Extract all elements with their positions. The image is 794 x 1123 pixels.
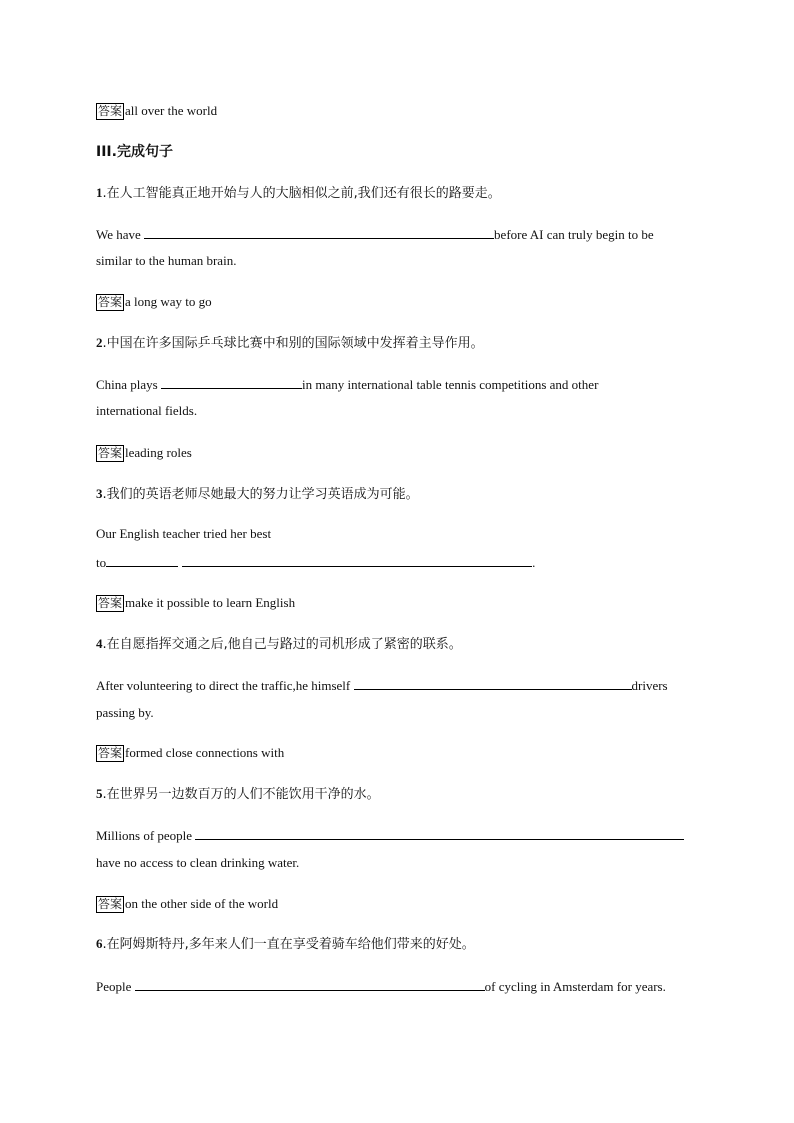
question-4-chinese	[96, 635, 462, 654]
question-5-answer	[96, 895, 278, 913]
answer-text: leading roles	[125, 445, 192, 460]
sentence-start: After volunteering to direct the traffic,he himself	[96, 678, 354, 693]
chinese-sentence: .在世界另一边数百万的人们不能饮用干净的水。	[102, 787, 380, 802]
answer-tag: 答案	[98, 897, 123, 911]
sentence-start: to	[96, 555, 107, 570]
question-number: 4	[96, 636, 103, 651]
question-1-english-cont: similar to the human brain.	[96, 253, 237, 268]
answer-blank[interactable]	[144, 225, 494, 239]
sentence-start: People	[96, 979, 135, 994]
question-4-english-cont: passing by.	[96, 705, 154, 720]
question-number: 1	[96, 185, 103, 200]
answer-text: a long way to go	[125, 294, 212, 309]
answer-tag: 答案	[98, 104, 123, 118]
section-title: III.完成句子	[96, 144, 173, 160]
sentence-start: China plays	[96, 377, 161, 392]
chinese-sentence: .在自愿指挥交通之后,他自己与路过的司机形成了紧密的联系。	[102, 637, 462, 652]
answer-blank[interactable]	[195, 826, 684, 840]
question-4-answer	[96, 744, 284, 762]
answer-blank-2[interactable]	[182, 553, 532, 567]
answer-blank[interactable]	[135, 977, 485, 991]
answer-text: all over the world	[125, 103, 218, 118]
question-number: 6	[96, 936, 103, 951]
question-3-english-cont	[96, 553, 535, 572]
answer-blank[interactable]	[161, 375, 302, 389]
question-3-answer	[96, 594, 295, 612]
answer-text: on the other side of the world	[125, 896, 279, 911]
answer-text: formed close connections with	[125, 745, 285, 760]
question-5-chinese	[96, 785, 380, 804]
question-1-answer	[96, 293, 212, 311]
question-3-chinese	[96, 485, 419, 504]
sentence-end: before AI can truly begin to be	[494, 227, 654, 242]
sentence-start: Millions of people	[96, 828, 196, 843]
question-2-english-cont: international fields.	[96, 403, 198, 418]
answer-tag: 答案	[98, 446, 123, 460]
question-2-english	[96, 375, 598, 394]
question-1-english	[96, 225, 654, 244]
question-6-english	[96, 977, 666, 996]
sentence-start: We have	[96, 227, 145, 242]
question-2-answer	[96, 444, 192, 462]
question-4-english	[96, 676, 668, 695]
chinese-sentence: .在人工智能真正地开始与人的大脑相似之前,我们还有很长的路要走。	[102, 186, 501, 201]
question-5-english	[96, 826, 684, 845]
sentence-end: drivers	[631, 678, 668, 693]
answer-tag: 答案	[98, 596, 123, 610]
question-6-chinese	[96, 935, 475, 954]
answer-text: make it possible to learn English	[125, 595, 296, 610]
sentence-end: .	[532, 555, 536, 570]
answer-tag: 答案	[98, 295, 123, 309]
question-3-english: Our English teacher tried her best	[96, 526, 272, 541]
answer-blank-1[interactable]	[106, 553, 178, 567]
chinese-sentence: .中国在许多国际乒乓球比赛中和别的国际领域中发挥着主导作用。	[102, 336, 484, 351]
question-number: 2	[96, 335, 103, 350]
answer-tag: 答案	[98, 746, 123, 760]
chinese-sentence: .在阿姆斯特丹,多年来人们一直在享受着骑车给他们带来的好处。	[102, 937, 475, 952]
sentence-end: of cycling in Amsterdam for years.	[484, 979, 666, 994]
question-number: 5	[96, 786, 103, 801]
answer-blank[interactable]	[354, 676, 632, 690]
previous-answer-line	[96, 102, 217, 120]
question-5-english-cont: have no access to clean drinking water.	[96, 855, 300, 870]
question-number: 3	[96, 486, 103, 501]
question-1-chinese	[96, 184, 501, 203]
question-2-chinese	[96, 334, 484, 353]
chinese-sentence: .我们的英语老师尽她最大的努力让学习英语成为可能。	[102, 487, 419, 502]
sentence-end: in many international table tennis competitions and other	[302, 377, 599, 392]
